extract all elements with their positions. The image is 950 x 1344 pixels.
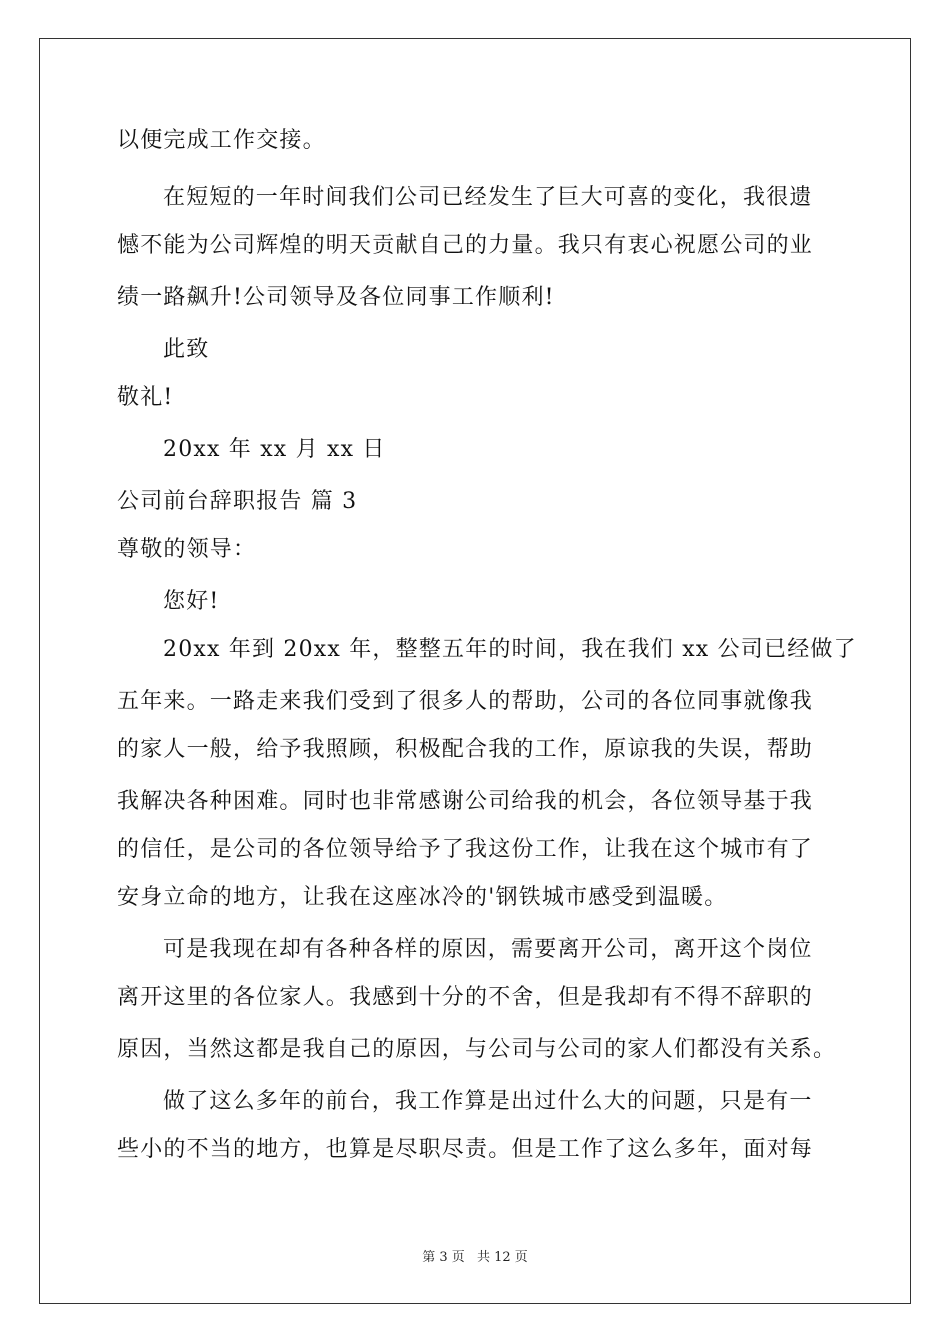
text-line: 以便完成工作交接。 — [117, 128, 326, 153]
text-line: 些小的不当的地方，也算是尽职尽责。但是工作了这么多年，面对每 — [117, 1137, 814, 1162]
text-line: 安身立命的地方，让我在这座冰冷的'钢铁城市感受到温暖。 — [117, 885, 728, 910]
greeting: 您好! — [163, 589, 220, 614]
closing-respect: 敬礼! — [117, 385, 174, 410]
page-number: 第 3 页 — [422, 1250, 465, 1265]
text-line: 的信任，是公司的各位领导给予了我这份工作，让我在这个城市有了 — [117, 837, 814, 862]
text-line: 五年来。一路走来我们受到了很多人的帮助，公司的各位同事就像我 — [117, 689, 814, 714]
text-line: 绩一路飙升!公司领导及各位同事工作顺利! — [117, 285, 555, 310]
text-line: 20xx 年到 20xx 年，整整五年的时间，我在我们 xx 公司已经做了 — [163, 637, 857, 662]
section-title: 公司前台辞职报告 篇 3 — [117, 489, 358, 514]
closing-salutation: 此致 — [163, 337, 210, 362]
text-line: 原因，当然这都是我自己的原因，与公司与公司的家人们都没有关系。 — [117, 1037, 837, 1062]
text-line: 在短短的一年时间我们公司已经发生了巨大可喜的变化，我很遗 — [163, 185, 813, 210]
page-total: 共 12 页 — [476, 1250, 528, 1265]
text-line: 我解决各种困难。同时也非常感谢公司给我的机会，各位领导基于我 — [117, 789, 814, 814]
page-footer — [0, 1246, 950, 1265]
text-line: 离开这里的各位家人。我感到十分的不舍，但是我却有不得不辞职的 — [117, 985, 814, 1010]
salutation: 尊敬的领导： — [117, 537, 257, 562]
text-line: 做了这么多年的前台，我工作算是出过什么大的问题，只是有一 — [163, 1089, 813, 1114]
text-line: 憾不能为公司辉煌的明天贡献自己的力量。我只有衷心祝愿公司的业 — [117, 233, 814, 258]
date-line: 20xx 年 xx 月 xx 日 — [163, 437, 386, 462]
text-line: 可是我现在却有各种各样的原因，需要离开公司，离开这个岗位 — [163, 937, 813, 962]
text-line: 的家人一般，给予我照顾，积极配合我的工作，原谅我的失误，帮助 — [117, 737, 814, 762]
